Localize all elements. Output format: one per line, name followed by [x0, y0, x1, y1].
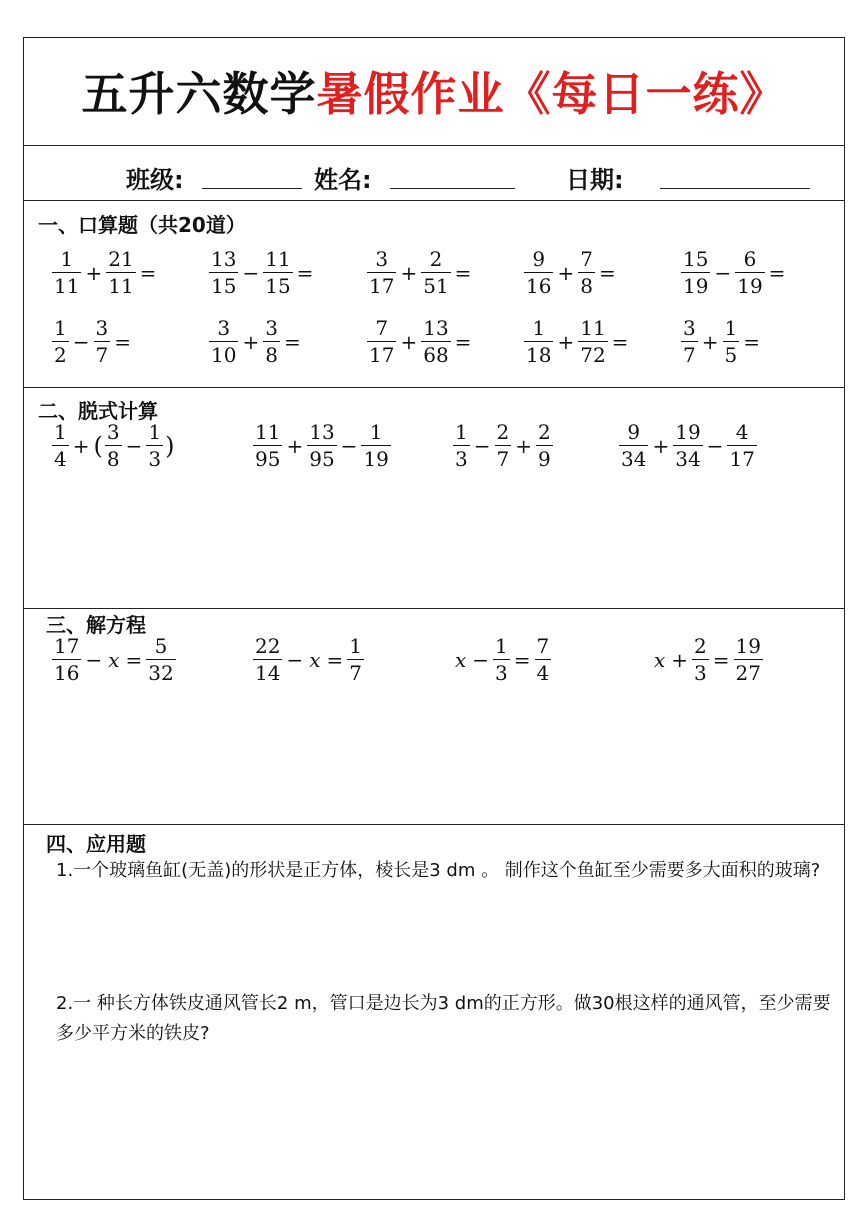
fraction: $\frac{13}{15}$ — [211, 247, 237, 298]
equation-problem: $\frac{22}{14}$ − x = $\frac{1}{7}$ — [255, 634, 362, 685]
section-mental-title: 一、口算题（共20道） — [38, 213, 246, 237]
divider — [24, 824, 844, 825]
name-field[interactable] — [390, 188, 515, 189]
mental-problem: $\frac{3}{10}$ + $\frac{3}{8}$ = — [211, 316, 301, 367]
fraction: $\frac{1}{2}$ — [54, 316, 67, 367]
fraction: $\frac{3}{10}$ — [211, 316, 237, 367]
fraction: $\frac{3}{8}$ — [265, 316, 278, 367]
section-equations-title: 三、解方程 — [46, 613, 146, 637]
fraction: $\frac{1}{19}$ — [363, 420, 389, 471]
equation-problem: x + $\frac{2}{3}$ = $\frac{19}{27}$ — [654, 634, 761, 685]
class-label: 班级: — [126, 166, 184, 194]
fraction: $\frac{7}{4}$ — [536, 634, 550, 685]
divider — [24, 200, 844, 201]
fraction: $\frac{17}{16}$ — [54, 634, 80, 685]
mental-problem: $\frac{9}{16}$ + $\frac{7}{8}$ = — [526, 247, 616, 298]
fraction: $\frac{1}{3}$ — [455, 420, 468, 471]
mental-problem: $\frac{3}{7}$ + $\frac{1}{5}$ = — [683, 316, 760, 367]
fraction: $\frac{9}{34}$ — [621, 420, 647, 471]
worksheet — [23, 37, 845, 1200]
fraction: $\frac{6}{19}$ — [737, 247, 763, 298]
divider — [24, 387, 844, 388]
date-label: 日期: — [566, 166, 624, 194]
equation-problem: x − $\frac{1}{3}$ = $\frac{7}{4}$ — [455, 634, 550, 685]
fraction: $\frac{11}{15}$ — [265, 247, 291, 298]
step-calc-problem: $\frac{1}{4}$ + ( $\frac{3}{8}$ − $\frac{1}{3}$ ) — [54, 420, 175, 471]
fraction: $\frac{3}{7}$ — [683, 316, 696, 367]
equation-problem: $\frac{17}{16}$ − x = $\frac{5}{32}$ — [54, 634, 174, 685]
step-calc-problem: $\frac{11}{95}$ + $\frac{13}{95}$ − $\frac{1}{19}$ — [255, 420, 389, 471]
fraction: $\frac{2}{51}$ — [423, 247, 449, 298]
title-red: 暑假作业《每日一练》 — [316, 67, 787, 121]
title-black: 五升六数学 — [81, 67, 317, 121]
fraction: $\frac{7}{17}$ — [369, 316, 395, 367]
mental-problem: $\frac{15}{19}$ − $\frac{6}{19}$ = — [683, 247, 786, 298]
class-field[interactable] — [202, 188, 302, 189]
fraction: $\frac{2}{3}$ — [694, 634, 707, 685]
fraction: $\frac{9}{16}$ — [526, 247, 552, 298]
mental-problem: $\frac{7}{17}$ + $\frac{13}{68}$ = — [369, 316, 472, 367]
fraction: $\frac{1}{11}$ — [54, 247, 80, 298]
mental-problem: $\frac{1}{18}$ + $\frac{11}{72}$ = — [526, 316, 629, 367]
mental-problem: $\frac{13}{15}$ − $\frac{11}{15}$ = — [211, 247, 314, 298]
fraction: $\frac{5}{32}$ — [148, 634, 174, 685]
fraction: $\frac{13}{68}$ — [423, 316, 449, 367]
name-label: 姓名: — [314, 166, 372, 194]
date-field[interactable] — [660, 188, 810, 189]
fraction: $\frac{19}{27}$ — [735, 634, 761, 685]
fraction: $\frac{1}{3}$ — [148, 420, 162, 471]
fraction: $\frac{3}{7}$ — [95, 316, 109, 367]
fraction: $\frac{1}{18}$ — [526, 316, 552, 367]
fraction: $\frac{3}{17}$ — [369, 247, 395, 298]
mental-problem: $\frac{3}{17}$ + $\frac{2}{51}$ = — [369, 247, 472, 298]
divider — [24, 145, 844, 146]
fraction: $\frac{11}{95}$ — [255, 420, 281, 471]
fraction: $\frac{2}{9}$ — [538, 420, 551, 471]
fraction: $\frac{1}{4}$ — [54, 420, 67, 471]
fraction: $\frac{21}{11}$ — [108, 247, 134, 298]
fraction: $\frac{1}{3}$ — [495, 634, 508, 685]
fraction: $\frac{19}{34}$ — [675, 420, 701, 471]
step-calc-problem: $\frac{9}{34}$ + $\frac{19}{34}$ − $\frac{4}{17}$ — [621, 420, 755, 471]
fraction: $\frac{3}{8}$ — [106, 420, 120, 471]
divider — [24, 608, 844, 609]
word-problem-1: 1.一个玻璃鱼缸(无盖)的形状是正方体，棱长是3 dm 。 制作这个鱼缸至少需要多大面积的玻璃? — [56, 860, 821, 881]
fraction: $\frac{11}{72}$ — [580, 316, 606, 367]
mental-problem: $\frac{1}{11}$ + $\frac{21}{11}$ = — [54, 247, 157, 298]
step-calc-problem: $\frac{1}{3}$ − $\frac{2}{7}$ + $\frac{2}{9}$ — [455, 420, 551, 471]
fraction: $\frac{4}{17}$ — [729, 420, 755, 471]
section-step-calc-title: 二、脱式计算 — [38, 399, 158, 423]
fraction: $\frac{7}{8}$ — [580, 247, 593, 298]
fraction: $\frac{1}{7}$ — [349, 634, 362, 685]
fraction: $\frac{22}{14}$ — [255, 634, 281, 685]
fraction: $\frac{15}{19}$ — [683, 247, 709, 298]
section-word-problems-title: 四、应用题 — [46, 832, 146, 856]
page-title — [24, 58, 844, 124]
word-problem-2: 2.一 种长方体铁皮通风管长2 m，管口是边长为3 dm的正方形。做30根这样的通风管，至少需要多少平方米的铁皮? — [56, 993, 831, 1044]
student-info-row — [24, 154, 844, 204]
mental-problem: $\frac{1}{2}$ − $\frac{3}{7}$ = — [54, 316, 131, 367]
fraction: $\frac{2}{7}$ — [496, 420, 510, 471]
fraction: $\frac{1}{5}$ — [724, 316, 738, 367]
fraction: $\frac{13}{95}$ — [309, 420, 335, 471]
